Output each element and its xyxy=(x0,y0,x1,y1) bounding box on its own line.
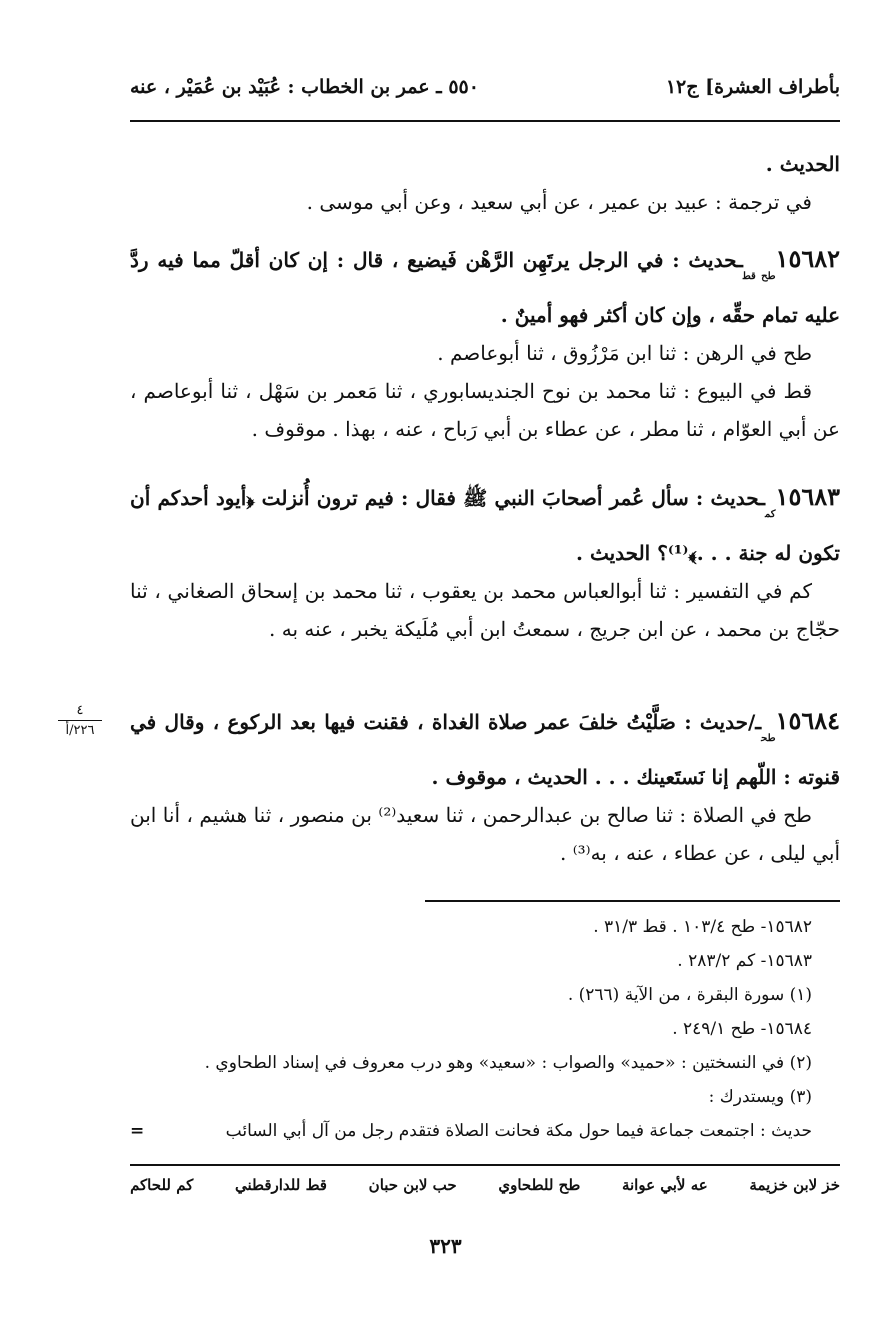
hadith-15684-body: ـ/حديث : صَلَّيْتُ خلفَ عمر صلاة الغداة ، فقنت فيها بعد الركوع ، وقال في قنوته : اللّهم إنا نَستَعينك . . . الحديث ، موقوف . xyxy=(130,710,840,789)
header-book-title: بأطراف العشرة] ج١٢ xyxy=(665,76,840,98)
hadith-number: ١٥٦٨٢ xyxy=(775,244,840,273)
folio-divider xyxy=(58,720,102,721)
hadith-sigla: كم xyxy=(765,509,776,520)
footnote-2: ١٥٦٨٣- كم ٢٨٣/٢ . xyxy=(677,951,812,971)
hadith-15684-text xyxy=(130,702,840,796)
abbreviation-item: قط للدارقطني xyxy=(235,1176,327,1194)
abbreviation-item: حب لابن حبان xyxy=(368,1176,457,1194)
hadith-number: ١٥٦٨٤ xyxy=(775,706,840,735)
hadith-sigla: طح قط xyxy=(742,271,776,282)
header-divider xyxy=(130,120,840,122)
hadith-15684-source-1: طح في الصلاة : ثنا صالح بن عبدالرحمن ، ثنا سعيد⁽²⁾ بن منصور ، ثنا هشيم ، أنا ابن أبي ليلى ، عن عطاء ، عنه ، به⁽³⁾ . xyxy=(130,803,840,865)
abbreviation-item: عه لأبي عوانة xyxy=(621,1176,708,1194)
footnote-3: (١) سورة البقرة ، من الآية (٢٦٦) . xyxy=(567,985,812,1005)
hadith-15683-source-1: كم في التفسير : ثنا أبوالعباس محمد بن يعقوب ، ثنا محمد بن إسحاق الصغاني ، ثنا حجّاج بن محمد ، عن ابن جريج ، سمعتُ ابن أبي مُلَيكة يخبر ، عنه به . xyxy=(130,579,840,641)
footnote-1: ١٥٦٨٢- طح ١٠٣/٤ . قط ٣١/٣ . xyxy=(593,917,812,937)
hadith-15682-body: ـحديث : في الرجل يرتَهِن الرَّهْن فَيضيع ، قال : إن كان أقلّ مما فيه ردَّ عليه تمام حقِّه ، وإن كان أكثر فهو أمينٌ . xyxy=(130,248,840,327)
hadith-15683-text xyxy=(130,478,840,572)
hadith-15682-source-1: طح في الرهن : ثنا ابن مَرْزُوق ، ثنا أبوعاصم . xyxy=(437,341,812,365)
abbreviations-key xyxy=(130,1176,840,1194)
footnote-4: ١٥٦٨٤- طح ٢٤٩/١ . xyxy=(672,1019,812,1039)
intro-line-1: الحديث . xyxy=(765,152,840,176)
footnotes xyxy=(130,910,840,1148)
footnote-6: (٣) ويستدرك : xyxy=(708,1087,812,1107)
abbreviation-item: كم للحاكم xyxy=(130,1176,194,1194)
hadith-15683 xyxy=(130,478,840,648)
abbreviations-divider xyxy=(130,1164,840,1166)
header-section-title: ٥٥٠ ـ عمر بن الخطاب : عُبَيْد بن عُمَيْر ، عنه xyxy=(130,76,479,98)
hadith-15682-source-2: قط في البيوع : ثنا محمد بن نوح الجنديسابوري ، ثنا مَعمر بن سَهْل ، ثنا أبوعاصم ، عن أبي العوّام ، ثنا مطر ، عن عطاء بن أبي رَباح ، عنه ، بهذا . موقوف . xyxy=(130,379,840,441)
hadith-number: ١٥٦٨٣ xyxy=(775,482,840,511)
abbreviation-item: طح للطحاوي xyxy=(498,1176,581,1194)
footnote-5: (٢) في النسختين : «حميد» والصواب : «سعيد» وهو درب معروف في إسناد الطحاوي . xyxy=(204,1053,812,1073)
manuscript-folio-note xyxy=(50,703,110,738)
hadith-15684 xyxy=(130,702,840,872)
footnote-7-text: حديث : اجتمعت جماعة فيما حول مكة فحانت الصلاة فتقدم رجل من آل أبي السائب xyxy=(225,1121,812,1141)
footnote-divider xyxy=(425,900,840,902)
intro-line-2: في ترجمة : عبيد بن عمير ، عن أبي سعيد ، وعن أبي موسى . xyxy=(306,190,812,214)
running-header xyxy=(130,72,840,112)
abbreviation-item: خز لابن خزيمة xyxy=(749,1176,840,1194)
hadith-sigla: طح xyxy=(761,733,776,744)
intro-block xyxy=(130,145,840,221)
hadith-15682 xyxy=(130,240,840,448)
hadith-15682-text xyxy=(130,240,840,334)
continuation-mark: = xyxy=(130,1121,145,1141)
footnote-7 xyxy=(130,1114,840,1148)
folio-bottom: ٢٢٦/أ xyxy=(65,723,95,738)
page-number: ٣٢٣ xyxy=(429,1234,462,1258)
hadith-15683-body: ـحديث : سأل عُمر أصحابَ النبي ﷺ فقال : فيم ترون أُنزلت ﴿أيود أحدكم أن تكون له جنة . . .﴾⁽¹⁾؟ الحديث . xyxy=(130,486,840,565)
folio-top: ٤ xyxy=(76,703,84,718)
